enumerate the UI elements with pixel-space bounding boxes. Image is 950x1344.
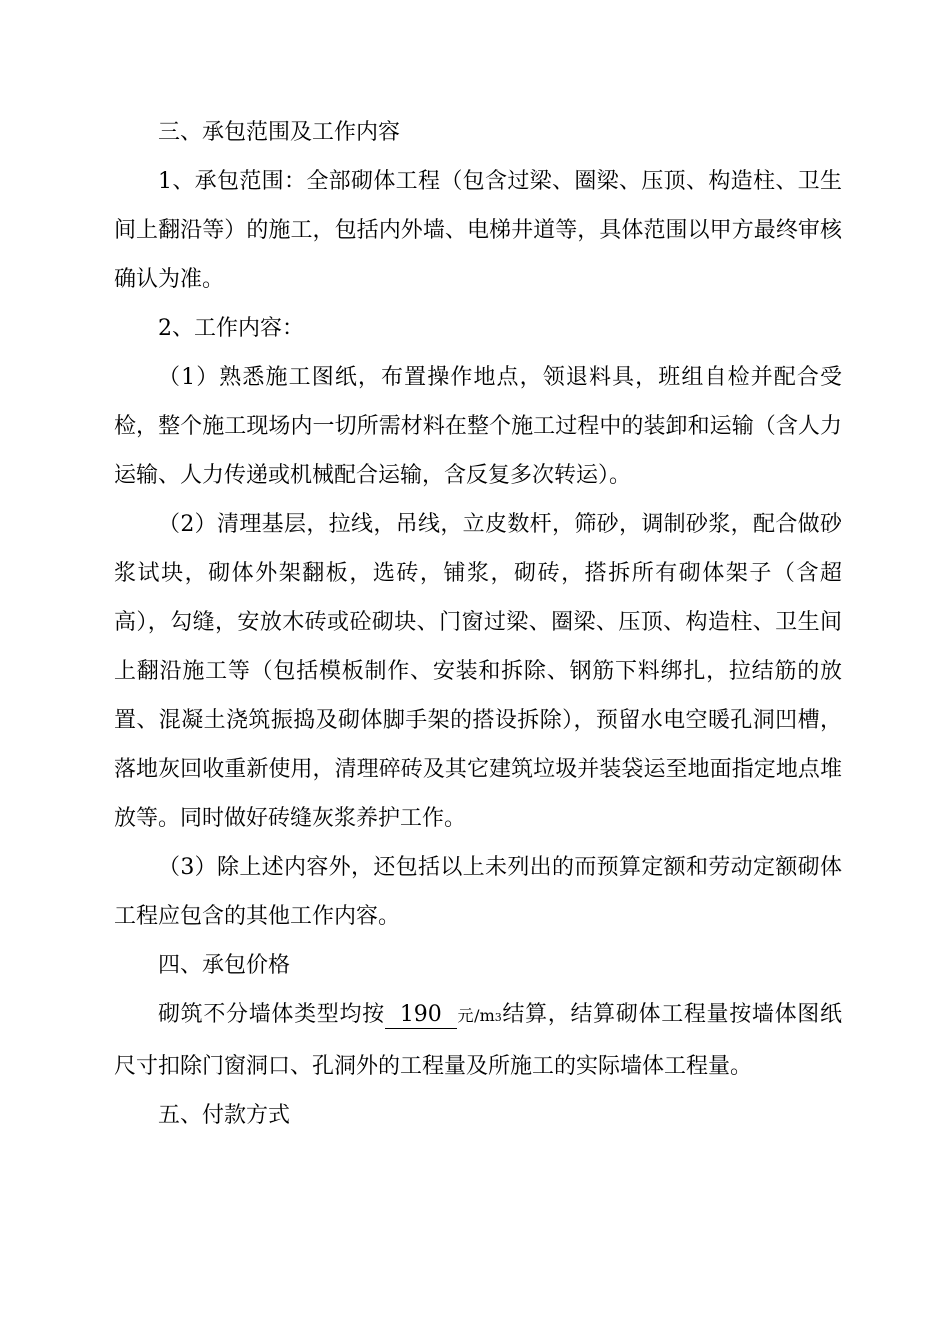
work-content-sub2: （2）清理基层，拉线，吊线，立皮数杆，筛砂，调制砂浆，配合做砂浆试块，砌体外架翻板，选砖，铺浆，砌砖，搭拆所有砌体架子（含超高），勾缝，安放木砖或砼砌块、门窗过梁、圈梁、压顶、构造柱、卫生间上翻沿施工等（包括模板制作、安装和拆除、钢筋下料绑扎，拉结筋的放置、混凝土浇筑振捣及砌体脚手架的搭设拆除），预留水电空暖孔洞凹槽，落地灰回收重新使用，清理碎砖及其它建筑垃圾并装袋运至地面指定地点堆放等。同时做好砖缝灰浆养护工作。 xyxy=(114,512,842,831)
section3-item1: 1、承包范围：全部砌体工程（包含过梁、圈梁、压顶、构造柱、卫生间上翻沿等）的施工，包括内外墙、电梯井道等，具体范围以甲方最终审核确认为准。 xyxy=(114,169,842,292)
section5-heading: 五、付款方式 xyxy=(158,1103,291,1128)
price-unit-sup: 3 xyxy=(494,1011,502,1024)
section3-heading: 三、承包范围及工作内容 xyxy=(158,120,401,145)
document-page xyxy=(114,108,842,1140)
work-content-sub1: （1）熟悉施工图纸，布置操作地点，领退料具，班组自检并配合受检，整个施工现场内一切所需材料在整个施工过程中的装卸和运输（含人力运输、人力传递或机械配合运输，含反复多次转运）。 xyxy=(114,365,842,488)
price-blank: 190 xyxy=(385,1002,457,1029)
price-text-after: 结算，结算砌体工程量按墙体图纸尺寸扣除门窗洞口、孔洞外的工程量及所施工的实际墙体工程量。 xyxy=(114,1002,842,1079)
price-unit-main: 元/m xyxy=(456,1006,495,1025)
section3-item2-heading: 2、工作内容： xyxy=(158,316,304,341)
price-text-before: 砌筑不分墙体类型均按 xyxy=(158,1002,385,1027)
section4-price-paragraph xyxy=(114,990,842,1091)
section4-heading: 四、承包价格 xyxy=(158,953,291,978)
price-unit xyxy=(457,1006,502,1025)
work-content-sub3: （3）除上述内容外，还包括以上未列出的而预算定额和劳动定额砌体工程应包含的其他工作内容。 xyxy=(114,855,842,929)
